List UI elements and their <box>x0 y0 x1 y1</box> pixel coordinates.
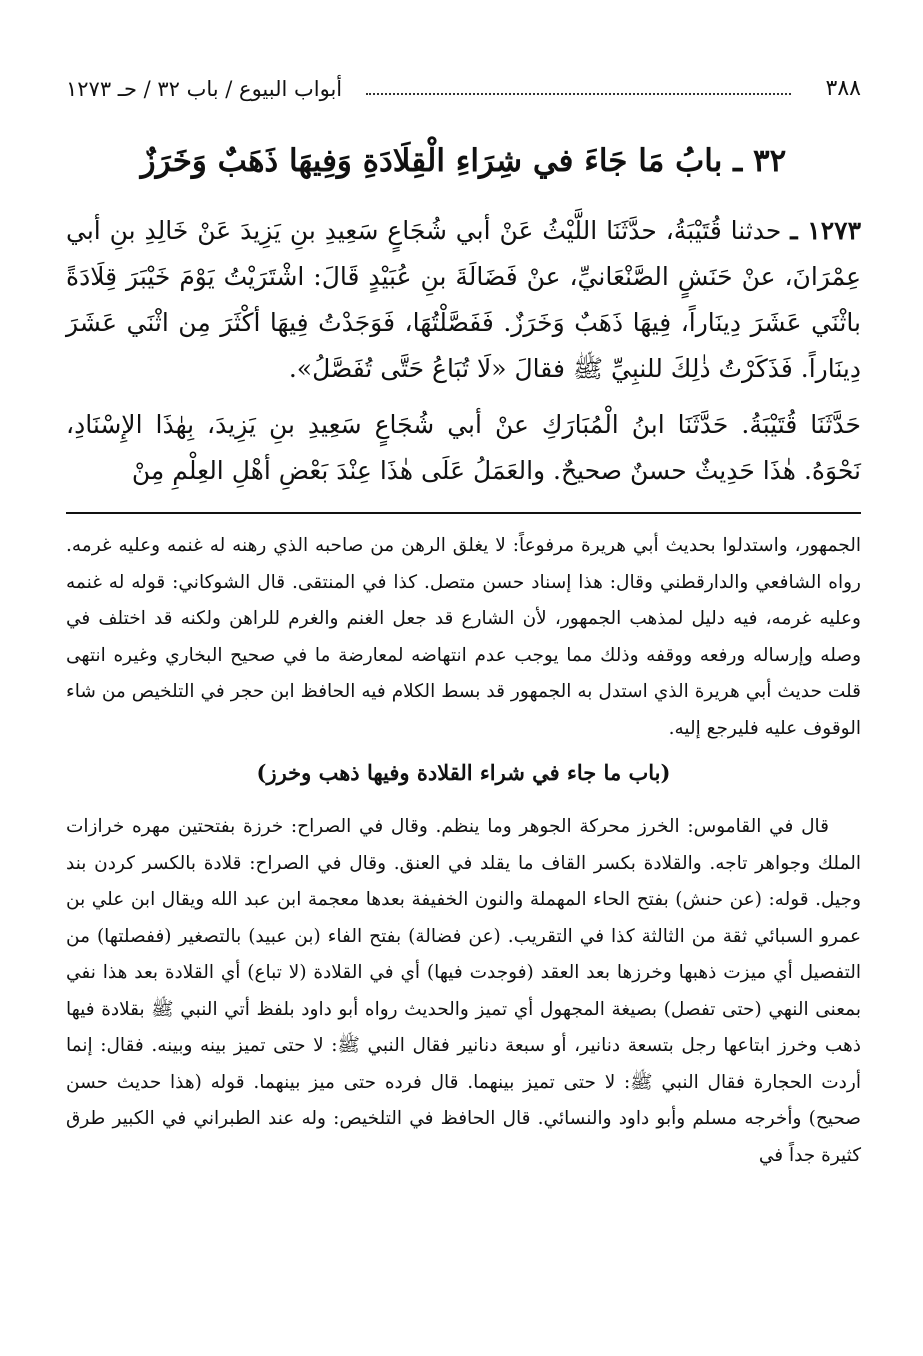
hadith-section <box>66 208 861 494</box>
commentary-paragraph-1: الجمهور، واستدلوا بحديث أبي هريرة مرفوعاً: لا يغلق الرهن من صاحبه الذي رهنه له غنمه وعليه غرمه. رواه الشافعي والدارقطني وقال: هذا إسناد حسن متصل. كذا في المنتقى. قال الشوكاني: قوله له غنمه وعليه غرمه، فيه دليل لمذهب الجمهور، لأن الشارع قد جعل الغنم والغرم للراهن ولكنه قد اختلف في وصله وإرساله ورفعه ووقفه وذلك مما يوجب عدم انتهاضه لمعارضة ما في صحيح البخاري وغيره انتهى قلت حديث أبي هريرة الذي استدل به الجمهور قد بسط الكلام فيه الحافظ ابن حجر في التلخيص من شاء الوقوف عليه فليرجع إليه. <box>66 535 861 739</box>
chapter-title: ٣٢ ـ بابُ مَا جَاءَ في شِرَاءِ الْقِلَادَةِ وَفِيهَا ذَهَبٌ وَخَرَزٌ <box>140 143 787 179</box>
footnote-divider <box>66 512 861 514</box>
hadith-paragraph <box>66 208 861 392</box>
commentary-section <box>66 528 861 1174</box>
header-leader-dots <box>366 93 791 95</box>
commentary-paragraph-2: قال في القاموس: الخرز محركة الجوهر وما ينظم. وقال في الصراح: خرزة بفتحتين مهره خرازات الملك وجواهر تاجه. والقلادة بكسر القاف ما يقلد في العنق. وقال في الصراح: قلادة بالكسر كردن بند وجيل. قوله: (عن حنش) بفتح الحاء المهملة والنون الخفيفة بعدها معجمة ابن عبد الله ويقال ابن علي بن عمرو السبائي ثقة من الثالثة كذا في التقريب. (عن فضالة) بفتح الفاء (بن عبيد) بالتصغير (ففصلتها) من التفصيل أي ميزت ذهبها وخرزها بعد العقد (فوجدت فيها) أي في القلادة (لا تباع) أي القلادة بعد هذا نفي بمعنى النهي (حتى تفصل) بصيغة المجهول أي تميز والحديث رواه أبو داود بلفظ أتي النبي ﷺ بقلادة فيها ذهب وخرز ابتاعها رجل بتسعة دنانير، أو سبعة دنانير فقال النبي ﷺ: لا حتى تميز بينه وبينه. فقال: إنما أردت الحجارة فقال النبي ﷺ: لا حتى تميز بينهما. قال فرده حتى ميز بينهما. قوله (هذا حديث حسن صحيح) وأخرجه مسلم وأبو داود والنسائي. قال الحافظ في التلخيص: وله عند الطبراني في الكبير طرق كثيرة جداً في <box>66 816 861 1166</box>
hadith-second-chain: حَدَّثَنَا قُتَيْبَةُ. حَدَّثَنَا ابنُ الْمُبَارَكِ عنْ أبي شُجَاعٍ سَعِيدِ بنِ يَزِيدَ، بِهٰذَا الإِسْنَادِ، نَحْوَهُ. هٰذَا حَدِيثٌ حسنٌ صحيحٌ. والعَمَلُ عَلَى هٰذَا عِنْدَ بَعْضِ أهْلِ العِلْمِ مِنْ <box>66 410 861 485</box>
hadith-number: ١٢٧٣ ـ <box>790 216 861 245</box>
page-number: ٣٨٨ <box>825 76 861 101</box>
running-header <box>66 74 861 108</box>
book-page <box>66 74 861 1174</box>
hadith-text: حدثنا قُتَيْبَةُ، حدَّثَنَا اللَّيْثُ عَنْ أبي شُجَاعٍ سَعِيدِ بنِ يَزِيدَ عَنْ خَالِدِ بنِ أبي عِمْرَانَ، عنْ حَنَشٍ الصَّنْعَانيِّ، عنْ فَضَالَةَ بنِ عُبَيْدٍ قَالَ: اشْتَرَيْتُ يَوْمَ خَيْبَرَ قِلَادَةً باثْنَي عَشَرَ دِينَاراً، فِيهَا ذَهَبٌ وَخَرَزٌ. فَفَصَّلْتُهَا، فَوَجَدْتُ فِيهَا أكْثَرَ مِن اثْنَي عَشَرَ دِينَاراً. فَذَكَرْتُ ذٰلِكَ للنبِيِّ ﷺ فقالَ «لَا تُبَاعُ حَتَّى تُفَصَّلُ». <box>66 216 861 383</box>
commentary-subheading: (باب ما جاء في شراء القلادة وفيها ذهب وخرز) <box>256 760 671 785</box>
running-title: أبواب البيوع / باب ٣٢ / حـ ١٢٧٣ <box>66 77 343 101</box>
